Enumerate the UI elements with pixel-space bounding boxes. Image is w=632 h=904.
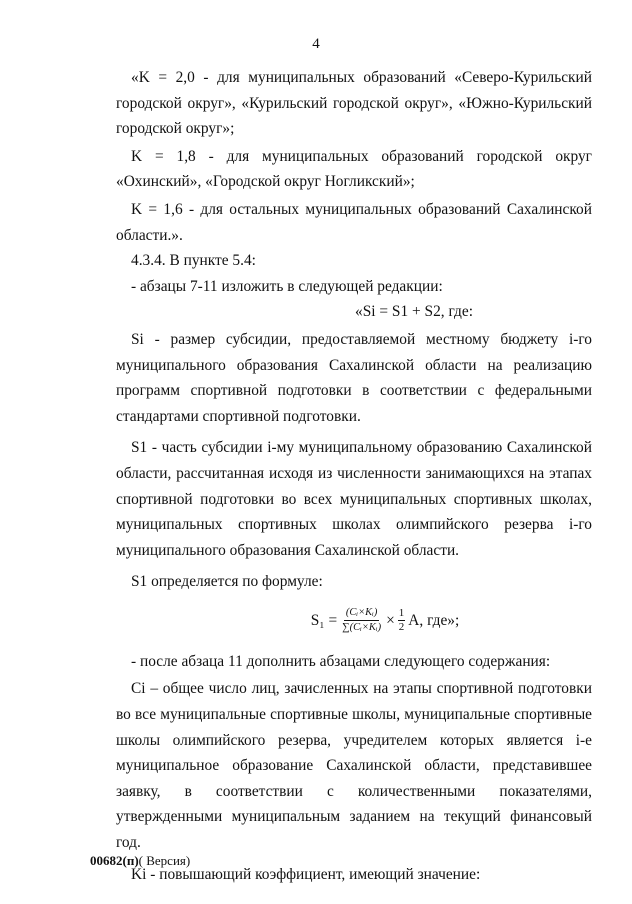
formula-tail: A, где»; [408,612,460,630]
paragraph-k-1-8: K = 1,8 - для муниципальных образований городской округ «Охинский», «Городской округ Ногликский»; [116,147,592,191]
paragraph-amend-7-11: - абзацы 7-11 изложить в следующей редакции: [131,277,443,295]
paragraph-s1-definition: S1 - часть субсидии i-му муниципальному образованию Сахалинской области, рассчитанная исходя из численности занимающихся на этапах спортивной подготовки во всех муниципальных спортивных школах, муниципальных спортивных школах олимпийского резерва i-го муниципального образования Сахалинской области. [116,439,592,559]
paragraph-s1-formula-intro: S1 определяется по формуле: [131,573,323,591]
paragraph-clause-4-3-4: 4.3.4. В пункте 5.4: [131,252,256,270]
formula-half [398,607,406,634]
formula-lhs: S₁ = [310,612,338,630]
footer-version: ( Версия) [138,853,191,868]
paragraph-k-2-0: «K = 2,0 - для муниципальных образований «Северо-Курильский городской округ», «Курильский городской округ», «Южно-Курильский городской округ»; [116,69,592,138]
formula-numerator: (Cᵢ×Kᵢ) [344,606,379,621]
paragraph-ci-definition: Ci – общее число лиц, зачисленных на этапы спортивной подготовки во все муниципальные спортивные школы, муниципальные спортивные школы олимпийского резерва, учредителем которых является i-е муниципальное образование Сахалинской области, представившее заявку, в соответствии с количественными показателями, утвержденными муниципальным заданием на текущий финансовый год. [116,680,592,852]
paragraph-ki-definition: Ki - повышающий коэффициент, имеющий значение: [131,865,481,883]
formula-half-num: 1 [398,607,405,620]
document-footer [90,853,190,869]
page-number: 4 [312,36,320,52]
paragraph-add-after-11: - после абзаца 11 дополнить абзацами следующего содержания: [131,652,551,670]
paragraph-k-1-6: K = 1,6 - для остальных муниципальных образований Сахалинской области.». [116,200,592,244]
s1-formula [178,597,592,645]
formula-denominator: ∑(Cᵢ×Kᵢ) [342,622,382,634]
formula-fraction [340,606,383,635]
paragraph-formula-si: «Si = S1 + S2, где: [355,303,473,321]
formula-times: × [386,612,395,630]
document-body [116,65,592,887]
formula-half-den: 2 [398,621,405,634]
footer-code: 00682(п) [90,853,139,868]
paragraph-si-definition: Si - размер субсидии, предоставляемой местному бюджету i-го муниципального образования Сахалинской области на реализацию программ спортивной подготовки в соответствии с федеральными стандартами спортивной подготовки. [116,330,592,425]
